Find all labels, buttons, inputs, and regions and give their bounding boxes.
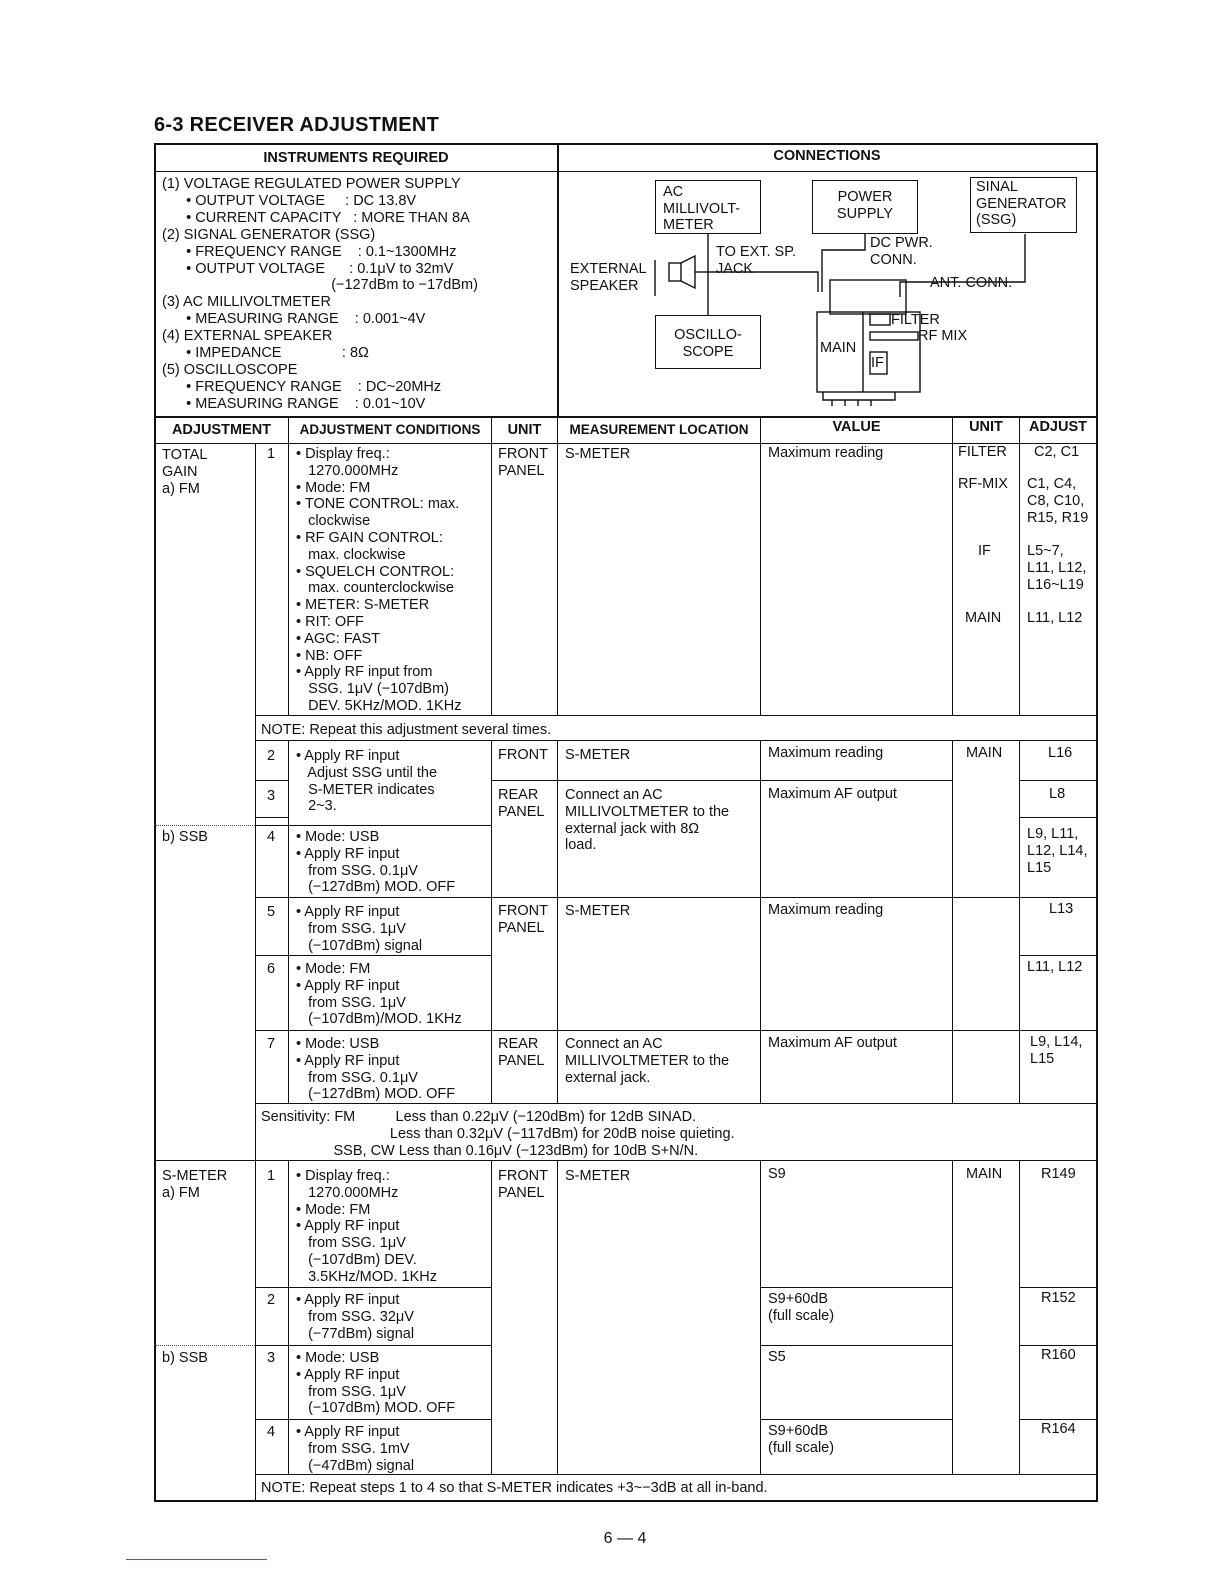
step-number: 5 [266,904,276,920]
connections-header: CONNECTIONS [773,148,881,164]
col-conditions: ADJUSTMENT CONDITIONS [299,422,481,437]
step-location: S-METER [565,446,631,462]
step-location: S-METER [565,903,631,919]
smeter-ssb-label: b) SSB [162,1350,208,1366]
col-adjustment: ADJUSTMENT [171,422,272,438]
step-conditions: • Apply RF input from SSG. 1μV (−107dBm) signal [296,904,423,954]
step-number: 3 [266,1350,276,1366]
step-adjust: L13 [1049,901,1074,917]
step-unit2: RF-MIX [958,476,1008,492]
step-value: S9+60dB (full scale) [768,1423,835,1456]
step-conditions: • Apply RF input Adjust SSG until the S-METER indicates 2~3. [296,748,438,815]
step-conditions: • Apply RF input from SSG. 1mV (−47dBm) signal [296,1424,415,1474]
col-unit: UNIT [507,422,542,438]
dc-pwr-label: DC PWR. CONN. [870,235,933,268]
instrument-line: • MEASURING RANGE : 0.001~4V [162,311,426,328]
instrument-line: • OUTPUT VOLTAGE : 0.1μV to 32mV [162,260,454,277]
step-adjust: L11, L12 [1027,959,1083,975]
step-adjust: L8 [1049,786,1066,802]
instrument-line: • IMPEDANCE : 8Ω [162,345,369,361]
step-number: 3 [266,788,276,804]
step-value: Maximum reading [768,745,884,761]
step-number: 1 [266,446,276,462]
step-value: S9 [768,1166,786,1182]
instruments-header: INSTRUMENTS REQUIRED [263,150,449,166]
step-location: Connect an AC MILLIVOLTMETER to the external jack. [565,1036,730,1086]
total-gain-label: TOTAL GAIN a) FM [162,447,208,497]
col-location: MEASUREMENT LOCATION [569,422,749,437]
step-adjust: L9, L14, L15 [1030,1034,1083,1067]
smeter-label: S-METER a) FM [162,1168,228,1201]
step-unit: FRONT PANEL [498,1168,548,1201]
step-unit2: MAIN [966,745,1003,761]
oscilloscope-label: OSCILLO- SCOPE [674,327,742,360]
step-conditions: • Display freq.: 1270.000MHz • Mode: FM • TONE CONTROL: max. clockwise • RF GAIN CONTROL: max. clockwise • SQUELCH CONTROL: max. counterclockwise • METER: S-METER • RIT: OFF • AGC: FAST • NB: OFF • Apply RF input from SSG. 1μV (−107dBm) DEV. 5KHz/MOD. 1KHz [296,446,462,714]
step-value: Maximum AF output [768,1035,897,1051]
instrument-line: (1) VOLTAGE REGULATED POWER SUPPLY [162,176,461,192]
step-conditions: • Mode: USB • Apply RF input from SSG. 0.1μV (−127dBm) MOD. OFF [296,829,456,896]
external-speaker-label: EXTERNAL SPEAKER [570,261,647,294]
step-unit: FRONT [498,747,548,763]
step-location: S-METER [565,747,631,763]
step-adjust: L16 [1048,745,1073,761]
note: NOTE: Repeat steps 1 to 4 so that S-METER indicates +3~−3dB at all in-band. [261,1480,768,1496]
instrument-line: • MEASURING RANGE : 0.01~10V [162,395,426,412]
ant-conn-label: ANT. CONN. [930,275,1013,291]
step-conditions: • Display freq.: 1270.000MHz • Mode: FM • Apply RF input from SSG. 1μV (−107dBm) DEV. 3.5KHz/MOD. 1KHz [296,1168,438,1285]
power-supply-label: POWER SUPPLY [836,189,894,222]
step-conditions: • Mode: USB • Apply RF input from SSG. 0.1μV (−127dBm) MOD. OFF [296,1036,456,1103]
instrument-line: • FREQUENCY RANGE : DC~20MHz [162,378,442,395]
step-location: Connect an AC MILLIVOLTMETER to the external jack with 8Ω load. [565,787,730,854]
note: NOTE: Repeat this adjustment several times. [261,722,552,738]
instrument-line: • OUTPUT VOLTAGE : DC 13.8V [162,192,417,209]
page-number: 6 — 4 [603,1530,647,1547]
step-adjust: C1, C4, C8, C10, R15, R19 [1027,476,1089,526]
step-value: S5 [768,1349,786,1365]
step-unit: REAR PANEL [498,787,545,820]
step-unit: FRONT PANEL [498,903,548,936]
instrument-line: • FREQUENCY RANGE : 0.1~1300MHz [162,243,457,260]
step-value: Maximum AF output [768,786,897,802]
step-adjust: L9, L11, L12, L14, L15 [1027,826,1088,876]
to-ext-sp-label: TO EXT. SP. JACK [716,244,797,277]
step-adjust: R149 [1041,1166,1076,1182]
instrument-line: (4) EXTERNAL SPEAKER [162,328,333,345]
step-conditions: • Mode: FM • Apply RF input from SSG. 1μV (−107dBm)/MOD. 1KHz [296,961,462,1028]
step-number: 2 [266,748,276,764]
instrument-line: (2) SIGNAL GENERATOR (SSG) [162,226,376,243]
page-title: 6-3 RECEIVER ADJUSTMENT [154,114,440,136]
step-value: Maximum reading [768,902,884,918]
step-adjust: L5~7, L11, L12, L16~L19 [1027,543,1087,593]
step-unit2: IF [978,543,991,559]
step-conditions: • Mode: USB • Apply RF input from SSG. 1μV (−107dBm) MOD. OFF [296,1350,456,1417]
step-unit: REAR PANEL [498,1036,545,1069]
rf-mix-label: RF MIX [918,328,968,344]
step-unit: FRONT PANEL [498,446,548,479]
step-adjust: C2, C1 [1034,444,1080,460]
step-location: S-METER [565,1168,631,1184]
instrument-line: (5) OSCILLOSCOPE [162,361,298,378]
step-number: 6 [266,961,276,977]
sensitivity-note: Sensitivity: FM Less than 0.22μV (−120dBm) for 12dB SINAD. Less than 0.32μV (−117dBm) for 20dB noise quieting. SSB, CW Less than 0.16μV (−123dBm) for 10dB S+N/N. [261,1109,735,1159]
col-adjust: ADJUST [1028,419,1087,435]
instrument-line: (−127dBm to −17dBm) [162,277,478,294]
total-gain-ssb-label: b) SSB [162,829,208,845]
if-label: IF [871,355,884,371]
step-unit2: MAIN [965,610,1002,626]
col-value: VALUE [832,419,881,435]
wiring-diagram [560,172,1096,416]
step-adjust: R164 [1041,1421,1076,1437]
main-label: MAIN [820,340,857,356]
step-adjust: L11, L12 [1027,610,1083,626]
col-unit2: UNIT [969,419,1003,435]
step-number: 4 [266,829,276,845]
step-adjust: R152 [1041,1290,1076,1306]
step-value: S9+60dB (full scale) [768,1291,835,1324]
filter-label: FILTER [891,312,940,328]
step-number: 7 [266,1036,276,1052]
signal-generator-label: SINAL GENERATOR (SSG) [976,179,1067,228]
step-number: 1 [266,1168,276,1184]
step-adjust: R160 [1041,1347,1076,1363]
step-value: Maximum reading [768,445,884,461]
instrument-line: (3) AC MILLIVOLTMETER [162,294,331,311]
ac-millivoltmeter-label: AC MILLIVOLT- METER [663,184,741,233]
step-number: 2 [266,1292,276,1308]
step-unit2: MAIN [966,1166,1003,1182]
step-number: 4 [266,1424,276,1440]
footer-rule [126,1559,267,1560]
instrument-line: • CURRENT CAPACITY : MORE THAN 8A [162,209,470,226]
step-conditions: • Apply RF input from SSG. 32μV (−77dBm) signal [296,1292,415,1342]
step-unit2: FILTER [958,444,1007,460]
